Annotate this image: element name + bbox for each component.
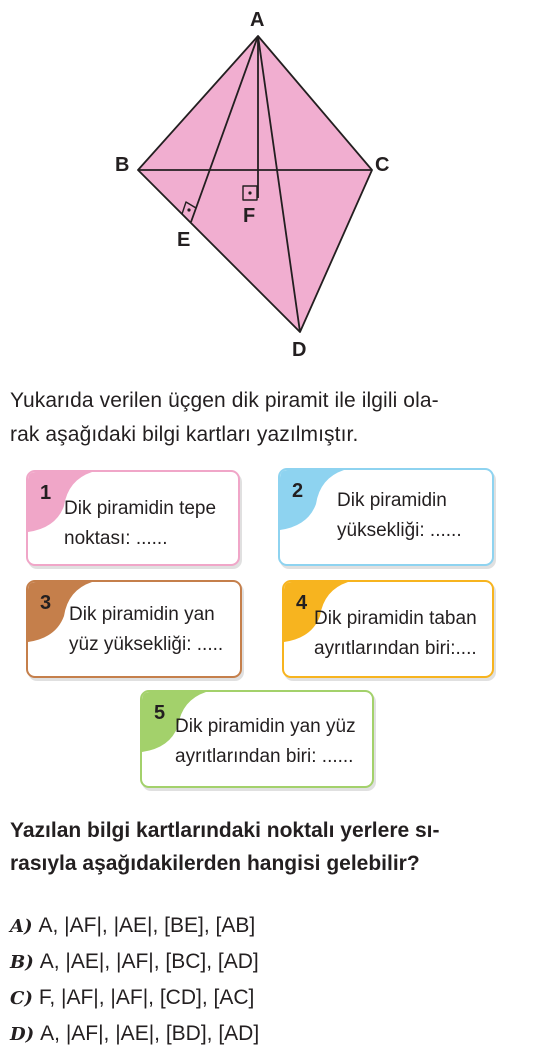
info-card-4 [282,580,494,678]
intro-text [10,384,532,452]
option-b[interactable] [10,944,259,980]
pyramid-drawing [138,36,372,332]
card-1-text: Dik piramidin tepe noktası: ...... [64,498,217,549]
card-5-number: 5 [154,702,166,724]
question-text [10,814,535,880]
label-f: F [243,205,256,227]
card-1-number: 1 [40,482,52,504]
right-angle-dot-f [248,191,251,194]
option-d[interactable] [10,1016,259,1052]
info-card-1 [26,470,240,566]
card-5-text: Dik piramidin yan yüz ayrıtlarından biri: ...... [175,716,356,767]
question-line-1: Yazılan bilgi kartlarındaki noktalı yerlere sı- [10,819,440,842]
label-d: D [292,339,307,361]
info-card-3 [26,580,242,678]
pyramid-figure [0,0,541,365]
intro-line-1: Yukarıda verilen üçgen dik piramit ile ilgili ola- [10,389,439,412]
option-a[interactable] [10,908,259,944]
label-b: B [115,154,130,176]
option-b-letter: B) [10,952,34,973]
card-2-number: 2 [292,480,304,502]
option-d-letter: D) [10,1024,35,1045]
card-3-number: 3 [40,592,52,614]
answer-options [10,908,259,1052]
intro-line-2: rak aşağıdaki bilgi kartları yazılmıştır. [10,423,359,446]
info-card-5 [140,690,374,788]
right-angle-dot-e [187,208,190,211]
pyramid-face [138,36,372,332]
option-b-text: A, |AE|, |AF|, [BC], [AD] [39,950,259,973]
label-e: E [177,229,191,251]
card-4-text: Dik piramidin taban ayrıtlarından biri:.... [314,608,477,659]
option-c-text: F, |AF|, |AF|, [CD], [AC] [38,986,255,1009]
card-3-text: Dik piramidin yan yüz yüksekliği: ..... [69,604,224,655]
option-a-letter: A) [10,916,33,937]
info-card-2 [278,468,494,566]
option-d-text: A, |AF|, |AE|, [BD], [AD] [40,1022,260,1045]
card-2-text: Dik piramidin yüksekliği: ...... [337,490,462,541]
question-line-2: rasıyla aşağıdakilerden hangisi gelebilir? [10,852,420,875]
label-c: C [375,154,390,176]
option-c-letter: C) [10,988,33,1009]
label-a: A [250,9,265,31]
card-4-number: 4 [296,592,308,614]
card-2-tab [280,470,344,532]
option-a-text: A, |AF|, |AE|, [BE], [AB] [38,914,256,937]
option-c[interactable] [10,980,259,1016]
